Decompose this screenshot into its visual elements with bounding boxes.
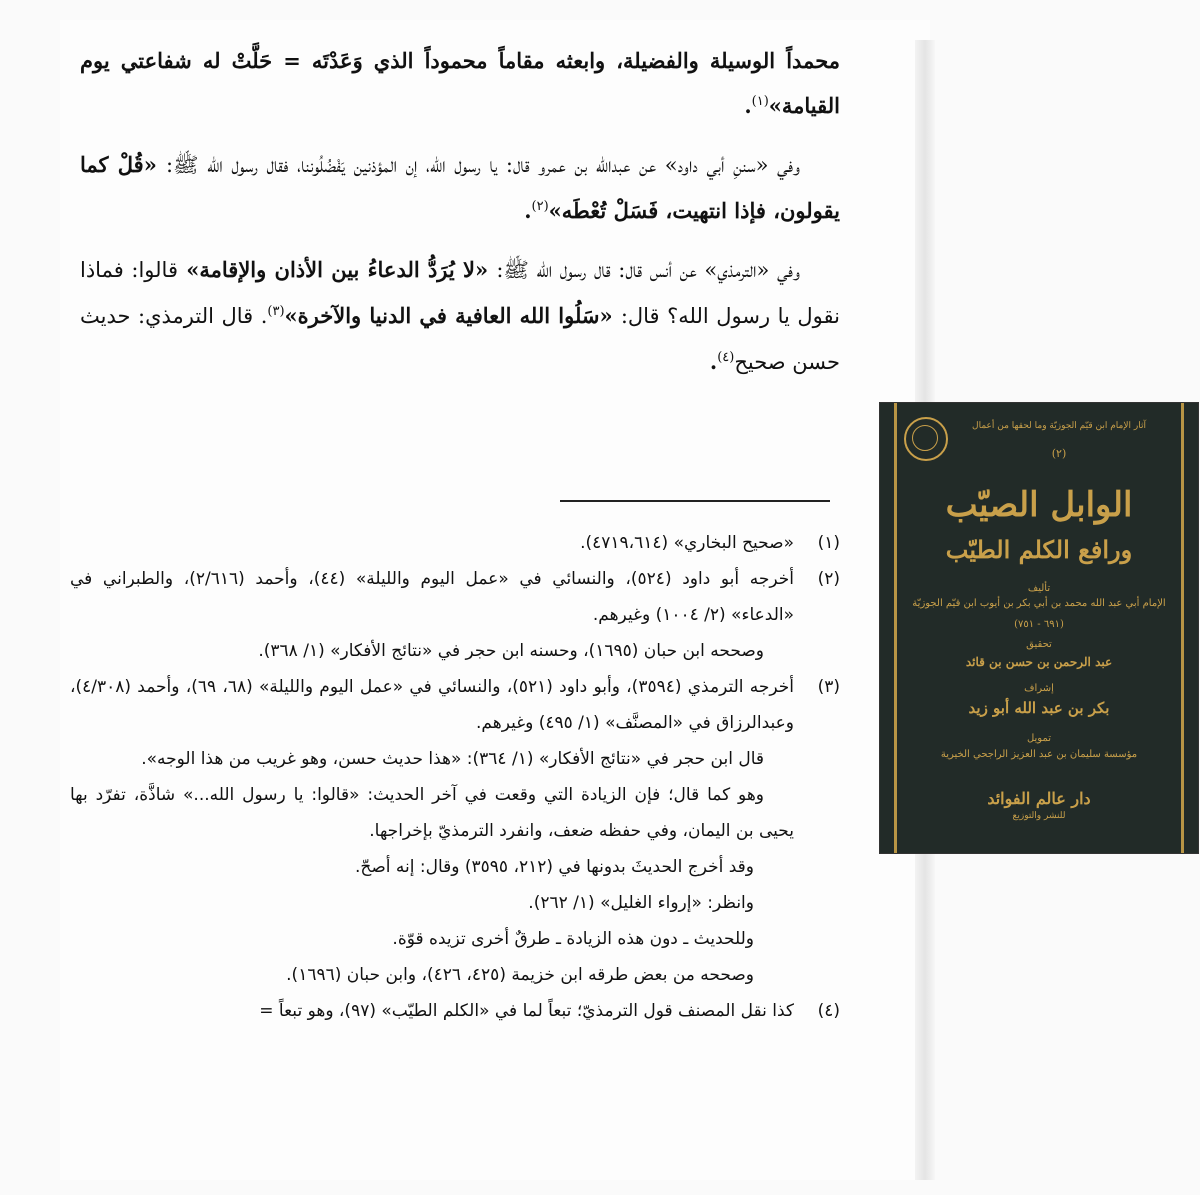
ref-3: (٣) [267,304,285,319]
cover-series: آثار الإمام ابن قيّم الجوزيّة وما لحقها من أعمال [972,421,1146,431]
paragraph-3-text-b: قالوا: فماذا نقول يا رسول الله؟ قال: [80,258,841,328]
cover-publisher: دار عالم الفوائد [987,789,1091,808]
footnote-separator [560,500,830,502]
cover-subtitle: ورافع الكلم الطيّب [945,535,1133,564]
footnote-2-note: وصححه ابن حبان (١٦٩٥)، وحسنه ابن حجر في «نتائج الأفكار» (١/ ٣٦٨). [258,641,764,661]
footnote-text: كذا نقل المصنف قول الترمذيّ؛ تبعاً لما في «الكلم الطيّب» (٩٧)، وهو تبعاً = [259,1001,794,1021]
footnote-4 [70,993,840,1029]
cover-publisher-sub: للنشر والتوزيع [1012,811,1066,821]
cover-series-number: (٢) [1051,447,1067,460]
footnote-number: (٣) [817,677,840,697]
cover-funder: مؤسسة سليمان بن عبد العزيز الراجحي الخيرية [940,749,1138,760]
ref-4: (٤) [717,350,735,365]
seal-icon [904,417,948,461]
paragraph-3-quote-a: «لا يُرَدُّ الدعاءُ بين الأذان والإقامة» [186,257,489,282]
paragraph-2: وفي «سننِ أبي داود» عن عبدالله بن عمرو قال: يا رسول الله، إن المؤذنين يَفْضُلُوننا، فقال رسول الله ﷺ: «قُلْ كما يقولون، فإذا انتهيت، فَسَلْ تُعْطَه»$^{(٢)}$. [80,152,840,223]
ref-2: (٢) [531,199,549,214]
paragraph-2-text: وفي «سننِ أبي داود» عن عبدالله بن عمرو قال: يا رسول الله، إن المؤذنين يَفْضُلُوننا، فقال رسول الله ﷺ: [166,153,801,177]
cover-supervisor: بكر بن عبد الله أبو زيد [968,699,1110,717]
paragraph-3-quote-b: «سَلُوا الله العافية في الدنيا والآخرة» [284,303,613,328]
main-text [80,40,840,401]
paragraph-1-text: محمداً الوسيلة والفضيلة، وابعثه مقاماً محموداً الذي وَعَدْتَه = حَلَّتْ له شفاعتي يوم القيامة» [80,48,840,118]
paragraph-1: محمداً الوسيلة والفضيلة، وابعثه مقاماً محموداً الذي وَعَدْتَه = حَلَّتْ له شفاعتي يوم القيامة»$^{(١)}$. [80,48,840,118]
cover-border-left [894,403,897,853]
cover-funder-label: تمويل [1026,733,1052,744]
footnote-3-note-2: وهو كما قال؛ فإن الزيادة التي وقعت في آخر الحديث: «قالوا: يا رسول الله...» شاذَّة، تفرّد بها يحيى بن اليمان، وفي حفظه ضعف، وانفرد الترمذيّ بإخراجها. [70,785,794,841]
footnote-text: أخرجه أبو داود (٥٢٤)، والنسائي في «عمل اليوم والليلة» (٤٤)، وأحمد (٢/٦١٦)، والطبراني في «الدعاء» (٢/ ١٠٠٤) وغيرهم. [70,569,795,625]
book-cover [880,403,1198,853]
footnote-text: أخرجه الترمذي (٣٥٩٤)، وأبو داود (٥٢١)، والنسائي في «عمل اليوم والليلة» (٦٨، ٦٩)، وأحمد (٤/٣٠٨)، وعبدالرزاق في «المصنَّف» (١/ ٤٩٥) وغيرهم. [70,677,794,733]
cover-editor-label: تحقيق [1026,639,1052,650]
ref-1: (١) [751,94,769,109]
paragraph-3-text-c: . قال الترمذي: حديث حسن صحيح [80,304,840,374]
footnote-3-note-5: وللحديث ـ دون هذه الزيادة ـ طرقٌ أخرى تزيده قوّة. [392,929,754,949]
cover-supervisor-label: إشراف [1024,683,1054,694]
cover-title: الوابل الصيّب [945,485,1133,525]
footnote-3-note-1: قال ابن حجر في «نتائج الأفكار» (١/ ٣٦٤): «هذا حديث حسن، وهو غريب من هذا الوجه». [141,749,764,769]
footnote-3-note-6: وصححه من بعض طرقه ابن خزيمة (٤٢٥، ٤٢٦)، وابن حبان (١٦٩٦). [286,965,754,985]
footnote-number: (٤) [817,1001,840,1021]
footnote-text: «صحيح البخاري» (٤٧١٩،٦١٤). [580,533,794,553]
paragraph-3: وفي «الترمذي» عن أنس قال: قال رسول الله ﷺ: «لا يُرَدُّ الدعاءُ بين الأذان والإقامة» قالوا: فماذا نقول يا رسول الله؟ قال: «سَلُوا الله العافية في الدنيا والآخرة»$^{(٣)}$. قال الترمذي: حديث حسن صحيح$^{(٤)}$. [80,257,841,374]
footnotes [70,525,840,1029]
cover-author-label: تأليف [1027,583,1051,594]
footnote-3-note-4: وانظر: «إرواء الغليل» (١/ ٢٦٢). [528,893,754,913]
cover-author: الإمام أبي عبد الله محمد بن أبي بكر بن أيوب ابن قيّم الجوزيّة [912,598,1166,609]
cover-border-right [1181,403,1184,853]
footnote-number: (١) [817,533,840,553]
cover-dates: (٦٩١ - ٧٥١) [1014,619,1064,630]
footnote-number: (٢) [817,569,840,589]
footnote-3-note-3: وقد أخرج الحديثَ بدونها في (٢١٢، ٣٥٩٥) وقال: إنه أصحّ. [354,857,754,877]
paragraph-3-text-a: وفي «الترمذي» عن أنس قال: قال رسول الله ﷺ: [496,258,800,282]
footnote-2 [70,561,840,633]
footnote-3 [70,669,840,741]
cover-editor: عبد الرحمن بن حسن بن قائد [965,655,1113,669]
footnote-1 [70,525,840,561]
paragraph-2-quote: «قُلْ كما يقولون، فإذا انتهيت، فَسَلْ تُعْطَه» [80,152,840,223]
